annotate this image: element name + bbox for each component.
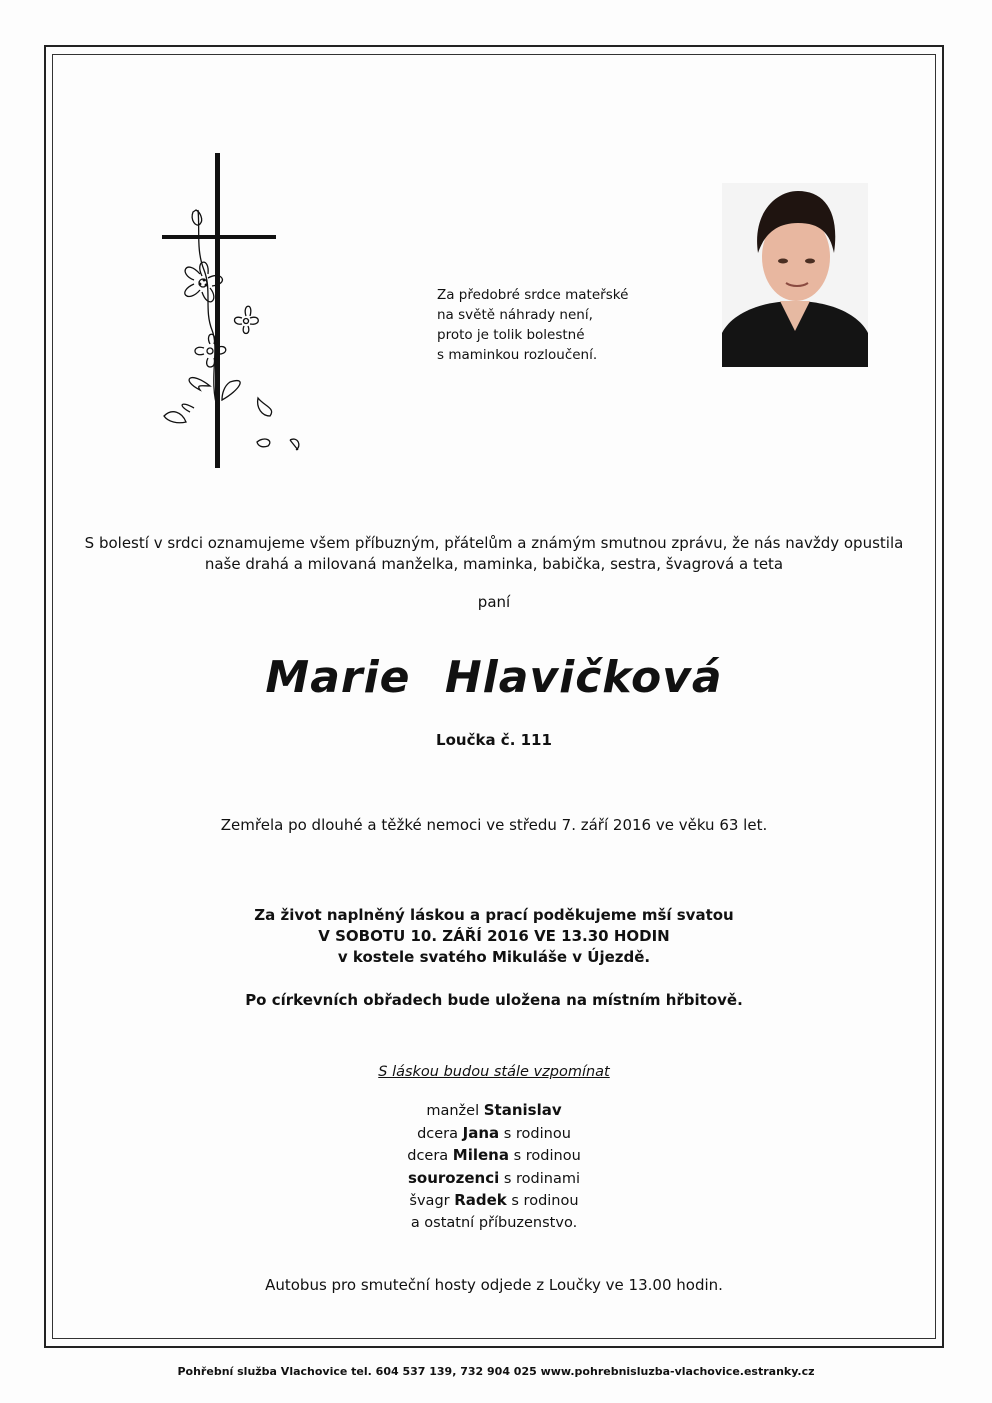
cross-with-flowers-icon	[160, 150, 320, 475]
list-item: manžel Stanislav	[426, 1101, 562, 1119]
death-notice: Zemřela po dlouhé a těžké nemoci ve středu 7. září 2016 ve věku 63 let.	[220, 816, 768, 834]
mourners-list	[52, 1100, 936, 1234]
verse-line: proto je tolik bolestné	[437, 327, 585, 343]
funeral-info	[52, 905, 936, 968]
verse-line: na světě náhrady není,	[437, 307, 593, 323]
deceased-address: Loučka č. 111	[436, 731, 552, 749]
portrait-photo	[722, 183, 868, 367]
burial-info: Po církevních obřadech bude uložena na místním hřbitově.	[245, 991, 743, 1009]
deceased-name: Marie Hlavičková	[265, 652, 723, 703]
announcement-line-1: S bolestí v srdci oznamujeme všem příbuzným, přátelům a známým smutnou zprávu, že nás navždy opustila	[84, 534, 904, 552]
list-item: švagr Radek s rodinou	[409, 1191, 579, 1209]
verse-line: Za předobré srdce mateřské	[437, 287, 629, 303]
list-item: dcera Milena s rodinou	[407, 1146, 581, 1164]
remembrance-heading: S láskou budou stále vzpomínat	[378, 1064, 610, 1080]
verse	[437, 285, 677, 365]
announcement	[52, 533, 936, 575]
funeral-line-2: V SOBOTU 10. ZÁŘÍ 2016 VE 13.30 HODIN	[318, 927, 670, 945]
verse-line: s maminkou rozloučení.	[437, 347, 598, 363]
funeral-line-3: v kostele svatého Mikuláše v Újezdě.	[337, 948, 651, 966]
salutation: paní	[477, 593, 511, 611]
funeral-line-1: Za život naplněný láskou a prací poděkujeme mší svatou	[254, 906, 734, 924]
announcement-line-2: naše drahá a milovaná manželka, maminka, babička, sestra, švagrová a teta	[204, 555, 784, 573]
footer: Pohřební služba Vlachovice tel. 604 537 139, 732 904 025 www.pohrebnisluzba-vlachovice.estranky.cz	[177, 1365, 815, 1378]
list-item: dcera Jana s rodinou	[417, 1123, 571, 1142]
list-item: a ostatní příbuzenstvo.	[410, 1214, 578, 1231]
bus-notice: Autobus pro smuteční hosty odjede z Loučky ve 13.00 hodin.	[265, 1276, 723, 1294]
list-item: sourozenci s rodinami	[408, 1168, 580, 1187]
